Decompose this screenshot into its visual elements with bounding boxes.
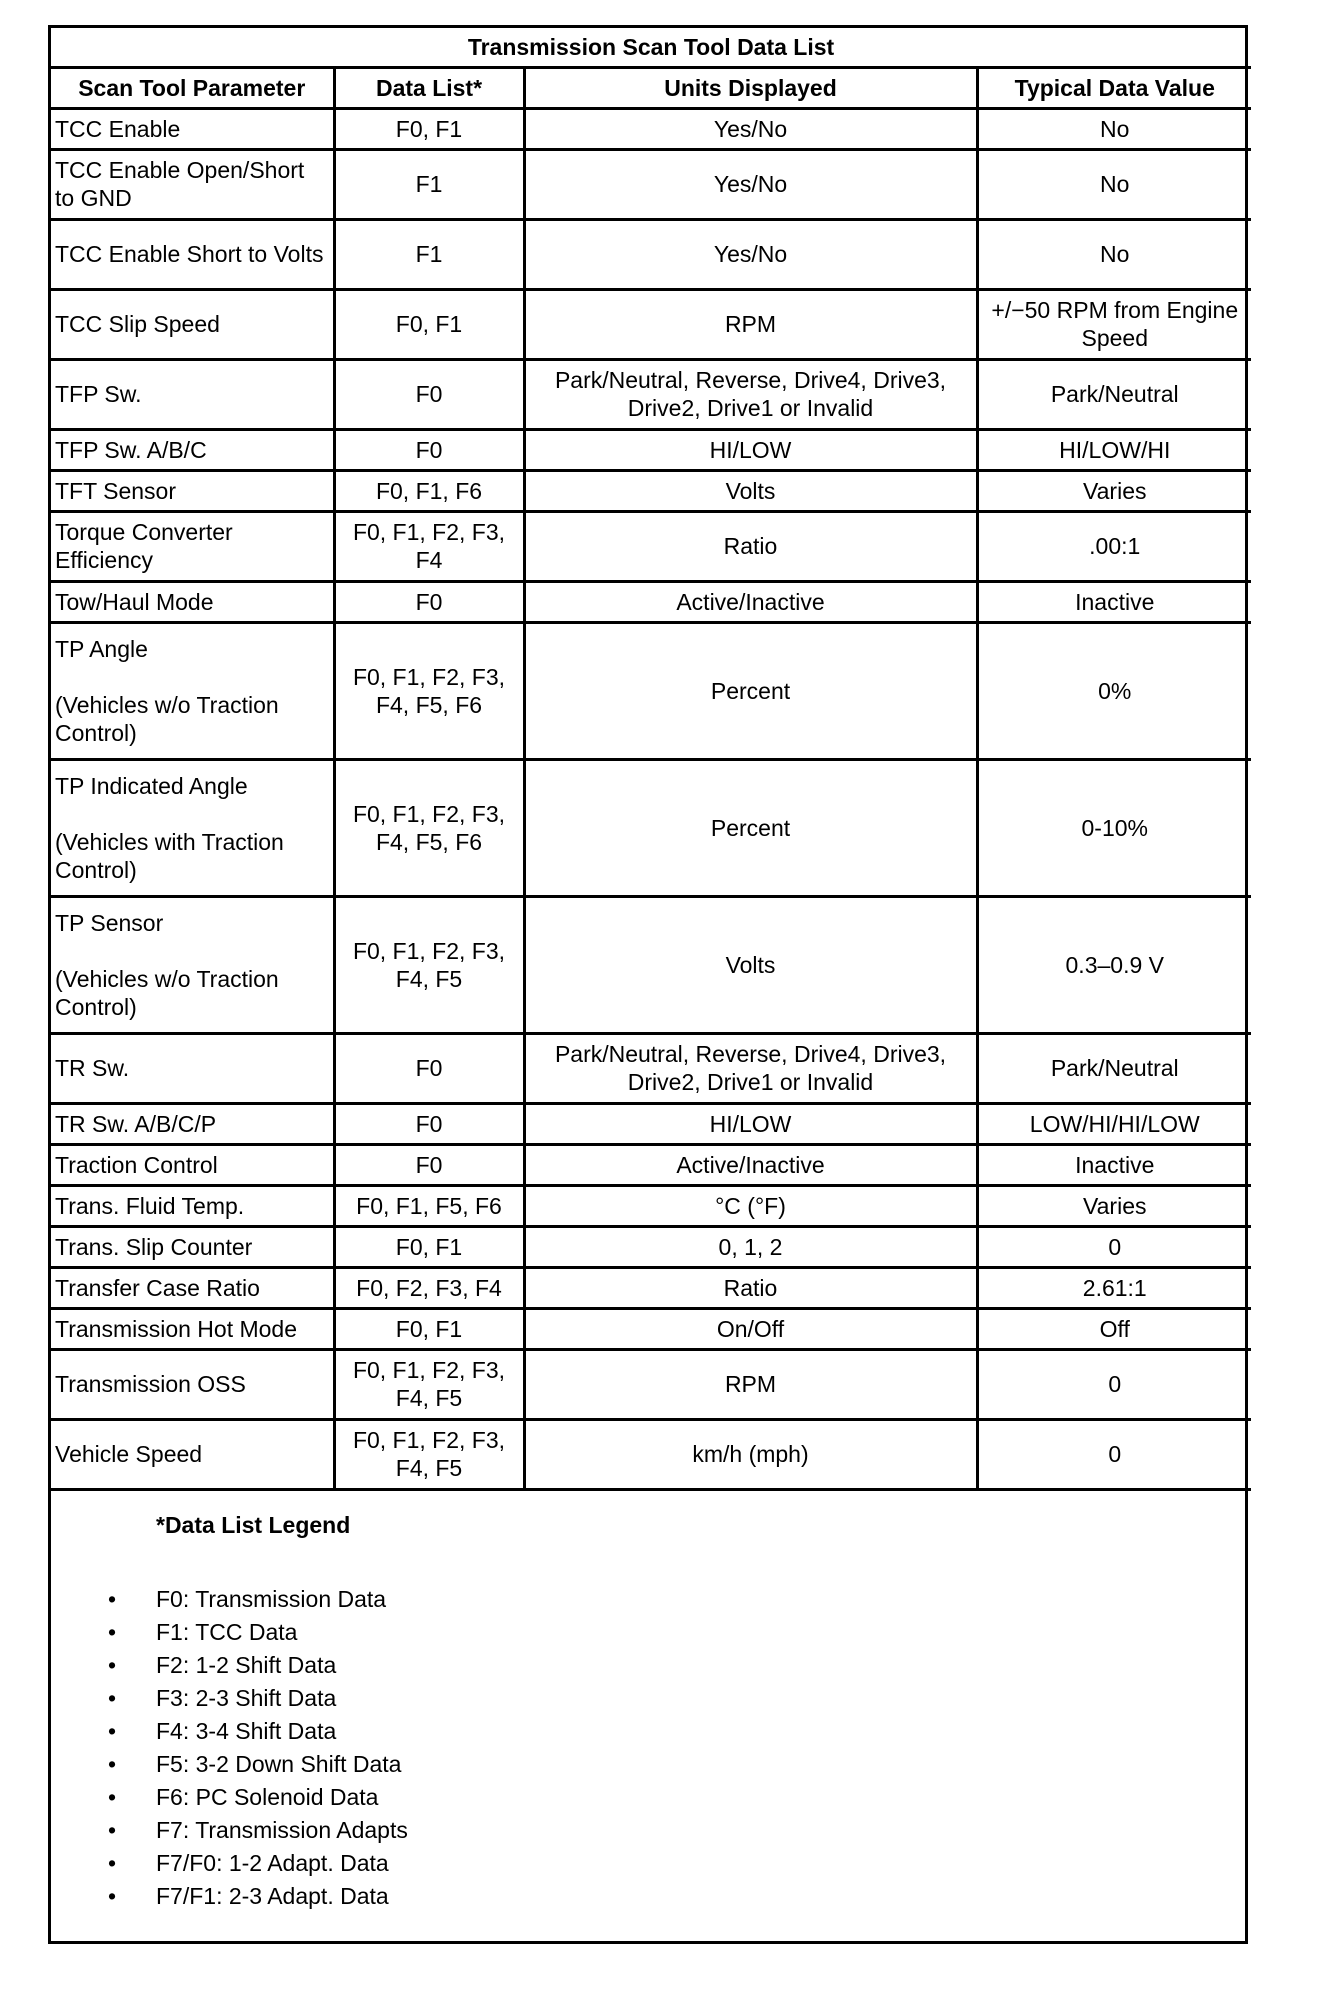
cell-typical-value: Varies xyxy=(977,470,1251,511)
bullet-icon: • xyxy=(108,1651,117,1678)
parameter-name: TFP Sw. A/B/C xyxy=(55,436,207,463)
legend-item-text: F3: 2-3 Shift Data xyxy=(156,1684,337,1711)
table-row xyxy=(51,1033,1251,1103)
cell-data-list: F0, F1, F2, F3, F4, F5 xyxy=(334,1419,524,1489)
table-row xyxy=(51,289,1251,359)
cell-parameter xyxy=(51,149,334,219)
parameter-name: TP Indicated Angle xyxy=(55,772,248,799)
legend-item-text: F7: Transmission Adapts xyxy=(156,1816,408,1843)
cell-typical-value: 0 xyxy=(977,1419,1251,1489)
cell-data-list: F0 xyxy=(334,1144,524,1185)
cell-units: Park/Neutral, Reverse, Drive4, Drive3, Drive2, Drive1 or Invalid xyxy=(524,1033,977,1103)
table-title: Transmission Scan Tool Data List xyxy=(51,28,1251,67)
cell-typical-value: 0% xyxy=(977,622,1251,759)
cell-data-list: F0, F1, F2, F3, F4 xyxy=(334,511,524,581)
cell-units: HI/LOW xyxy=(524,429,977,470)
cell-parameter xyxy=(51,581,334,622)
cell-data-list: F0, F1 xyxy=(334,1226,524,1267)
cell-data-list: F0, F2, F3, F4 xyxy=(334,1267,524,1308)
table-row xyxy=(51,108,1251,149)
table-row xyxy=(51,1267,1251,1308)
cell-data-list: F0, F1, F6 xyxy=(334,470,524,511)
cell-data-list: F0, F1, F2, F3, F4, F5, F6 xyxy=(334,759,524,896)
cell-data-list: F0, F1, F2, F3, F4, F5 xyxy=(334,1349,524,1419)
bullet-icon: • xyxy=(108,1882,117,1909)
parameter-name: TR Sw. A/B/C/P xyxy=(55,1110,217,1137)
column-header-units: Units Displayed xyxy=(524,67,977,108)
table-body xyxy=(51,108,1251,1489)
cell-units: On/Off xyxy=(524,1308,977,1349)
legend-item xyxy=(51,1583,1245,1616)
cell-units: Ratio xyxy=(524,511,977,581)
table-row xyxy=(51,470,1251,511)
cell-data-list: F0 xyxy=(334,1033,524,1103)
cell-parameter xyxy=(51,1226,334,1267)
table-row xyxy=(51,622,1251,759)
cell-parameter xyxy=(51,1033,334,1103)
cell-parameter xyxy=(51,1144,334,1185)
table-row xyxy=(51,896,1251,1033)
table-row xyxy=(51,1103,1251,1144)
scan-tool-data-sheet xyxy=(48,25,1248,1944)
cell-typical-value: Park/Neutral xyxy=(977,1033,1251,1103)
cell-data-list: F0 xyxy=(334,1103,524,1144)
table-row xyxy=(51,149,1251,219)
cell-units: HI/LOW xyxy=(524,1103,977,1144)
legend-item xyxy=(51,1715,1245,1748)
cell-units: Park/Neutral, Reverse, Drive4, Drive3, Drive2, Drive1 or Invalid xyxy=(524,359,977,429)
column-header-parameter: Scan Tool Parameter xyxy=(51,67,334,108)
cell-units: km/h (mph) xyxy=(524,1419,977,1489)
legend-item-text: F4: 3-4 Shift Data xyxy=(156,1717,337,1744)
cell-data-list: F1 xyxy=(334,219,524,289)
cell-units: Volts xyxy=(524,470,977,511)
parameter-note-gap xyxy=(55,937,329,965)
cell-units: Volts xyxy=(524,896,977,1033)
cell-typical-value: Inactive xyxy=(977,1144,1251,1185)
cell-typical-value: 0 xyxy=(977,1349,1251,1419)
legend-item xyxy=(51,1649,1245,1682)
parameter-note: (Vehicles with Traction Control) xyxy=(55,828,284,883)
legend-item xyxy=(51,1847,1245,1880)
cell-typical-value: No xyxy=(977,219,1251,289)
cell-typical-value: 0.3–0.9 V xyxy=(977,896,1251,1033)
table-row xyxy=(51,759,1251,896)
legend-item-text: F6: PC Solenoid Data xyxy=(156,1783,379,1810)
cell-parameter xyxy=(51,429,334,470)
scan-tool-data-table xyxy=(51,28,1251,1491)
parameter-name: Tow/Haul Mode xyxy=(55,588,214,615)
parameter-name: Transmission OSS xyxy=(55,1371,246,1397)
cell-data-list: F0, F1 xyxy=(334,108,524,149)
cell-units: Percent xyxy=(524,622,977,759)
table-row xyxy=(51,1144,1251,1185)
parameter-name: TFT Sensor xyxy=(55,477,176,504)
legend-item-text: F0: Transmission Data xyxy=(156,1585,387,1612)
legend-title: *Data List Legend xyxy=(156,1511,351,1538)
column-header-data-list: Data List* xyxy=(334,67,524,108)
cell-parameter xyxy=(51,1185,334,1226)
parameter-name: Traction Control xyxy=(55,1151,218,1178)
cell-parameter xyxy=(51,359,334,429)
table-row xyxy=(51,1308,1251,1349)
cell-typical-value: HI/LOW/HI xyxy=(977,429,1251,470)
cell-typical-value: +/−50 RPM from Engine Speed xyxy=(977,289,1251,359)
parameter-name: TR Sw. xyxy=(55,1055,130,1081)
cell-parameter xyxy=(51,896,334,1033)
parameter-note-gap xyxy=(55,800,329,828)
parameter-note: (Vehicles w/o Traction Control) xyxy=(55,691,279,746)
legend-item-text: F2: 1-2 Shift Data xyxy=(156,1651,337,1678)
cell-parameter xyxy=(51,622,334,759)
column-header-typical-value: Typical Data Value xyxy=(977,67,1251,108)
cell-parameter xyxy=(51,1103,334,1144)
cell-parameter xyxy=(51,511,334,581)
table-row xyxy=(51,359,1251,429)
cell-parameter xyxy=(51,470,334,511)
bullet-icon: • xyxy=(108,1585,117,1612)
legend-item xyxy=(51,1781,1245,1814)
cell-parameter xyxy=(51,759,334,896)
legend-item-text: F7/F1: 2-3 Adapt. Data xyxy=(156,1882,389,1909)
table-row xyxy=(51,1419,1251,1489)
bullet-icon: • xyxy=(108,1717,117,1744)
cell-typical-value: Varies xyxy=(977,1185,1251,1226)
cell-data-list: F0, F1 xyxy=(334,1308,524,1349)
cell-units: Active/Inactive xyxy=(524,1144,977,1185)
bullet-icon: • xyxy=(108,1783,117,1810)
cell-parameter xyxy=(51,219,334,289)
parameter-name: Trans. Fluid Temp. xyxy=(55,1192,245,1219)
parameter-name: TFP Sw. xyxy=(55,381,142,407)
legend-item-text: F7/F0: 1-2 Adapt. Data xyxy=(156,1849,389,1876)
legend-item xyxy=(51,1748,1245,1781)
bullet-icon: • xyxy=(108,1750,117,1777)
bullet-icon: • xyxy=(108,1849,117,1876)
cell-parameter xyxy=(51,1349,334,1419)
legend-item-text: F5: 3-2 Down Shift Data xyxy=(156,1750,402,1777)
cell-parameter xyxy=(51,289,334,359)
cell-typical-value: 0-10% xyxy=(977,759,1251,896)
cell-units: Percent xyxy=(524,759,977,896)
cell-data-list: F1 xyxy=(334,149,524,219)
cell-typical-value: No xyxy=(977,108,1251,149)
cell-data-list: F0 xyxy=(334,359,524,429)
table-row xyxy=(51,429,1251,470)
legend-item xyxy=(51,1616,1245,1649)
parameter-note: (Vehicles w/o Traction Control) xyxy=(55,965,279,1020)
cell-units: RPM xyxy=(524,1349,977,1419)
cell-typical-value: LOW/HI/HI/LOW xyxy=(977,1103,1251,1144)
bullet-icon: • xyxy=(108,1618,117,1645)
parameter-name: Vehicle Speed xyxy=(55,1441,203,1467)
table-row xyxy=(51,1226,1251,1267)
cell-parameter xyxy=(51,1308,334,1349)
parameter-note-gap xyxy=(55,663,329,691)
cell-units: Yes/No xyxy=(524,108,977,149)
legend-list xyxy=(51,1583,1245,1913)
table-row xyxy=(51,581,1251,622)
parameter-name: TP Angle xyxy=(55,635,148,662)
legend-item xyxy=(51,1880,1245,1913)
bullet-icon: • xyxy=(108,1684,117,1711)
cell-typical-value: Park/Neutral xyxy=(977,359,1251,429)
cell-units: 0, 1, 2 xyxy=(524,1226,977,1267)
table-row xyxy=(51,1185,1251,1226)
cell-typical-value: No xyxy=(977,149,1251,219)
cell-data-list: F0, F1 xyxy=(334,289,524,359)
cell-parameter xyxy=(51,1419,334,1489)
cell-units: Active/Inactive xyxy=(524,581,977,622)
parameter-name: Torque Converter Efficiency xyxy=(55,519,233,573)
cell-data-list: F0, F1, F2, F3, F4, F5, F6 xyxy=(334,622,524,759)
data-list-legend xyxy=(51,1491,1245,1941)
cell-data-list: F0 xyxy=(334,429,524,470)
cell-parameter xyxy=(51,1267,334,1308)
cell-units: RPM xyxy=(524,289,977,359)
parameter-name: TCC Enable Short to Volts xyxy=(55,241,324,267)
cell-data-list: F0, F1, F2, F3, F4, F5 xyxy=(334,896,524,1033)
parameter-name: TCC Slip Speed xyxy=(55,311,220,337)
parameter-name: TCC Enable xyxy=(55,115,181,142)
table-row xyxy=(51,511,1251,581)
cell-units: Yes/No xyxy=(524,219,977,289)
legend-item-text: F1: TCC Data xyxy=(156,1618,298,1645)
cell-units: °C (°F) xyxy=(524,1185,977,1226)
parameter-name: Transmission Hot Mode xyxy=(55,1315,298,1342)
cell-data-list: F0 xyxy=(334,581,524,622)
cell-typical-value: 0 xyxy=(977,1226,1251,1267)
table-row xyxy=(51,219,1251,289)
bullet-icon: • xyxy=(108,1816,117,1843)
cell-units: Yes/No xyxy=(524,149,977,219)
legend-item xyxy=(51,1814,1245,1847)
parameter-name: Trans. Slip Counter xyxy=(55,1233,253,1260)
cell-typical-value: 2.61:1 xyxy=(977,1267,1251,1308)
parameter-name: TCC Enable Open/Short to GND xyxy=(55,157,305,211)
cell-typical-value: .00:1 xyxy=(977,511,1251,581)
cell-typical-value: Off xyxy=(977,1308,1251,1349)
cell-parameter xyxy=(51,108,334,149)
parameter-name: Transfer Case Ratio xyxy=(55,1274,260,1301)
cell-data-list: F0, F1, F5, F6 xyxy=(334,1185,524,1226)
cell-typical-value: Inactive xyxy=(977,581,1251,622)
legend-item xyxy=(51,1682,1245,1715)
parameter-name: TP Sensor xyxy=(55,909,164,936)
table-row xyxy=(51,1349,1251,1419)
cell-units: Ratio xyxy=(524,1267,977,1308)
